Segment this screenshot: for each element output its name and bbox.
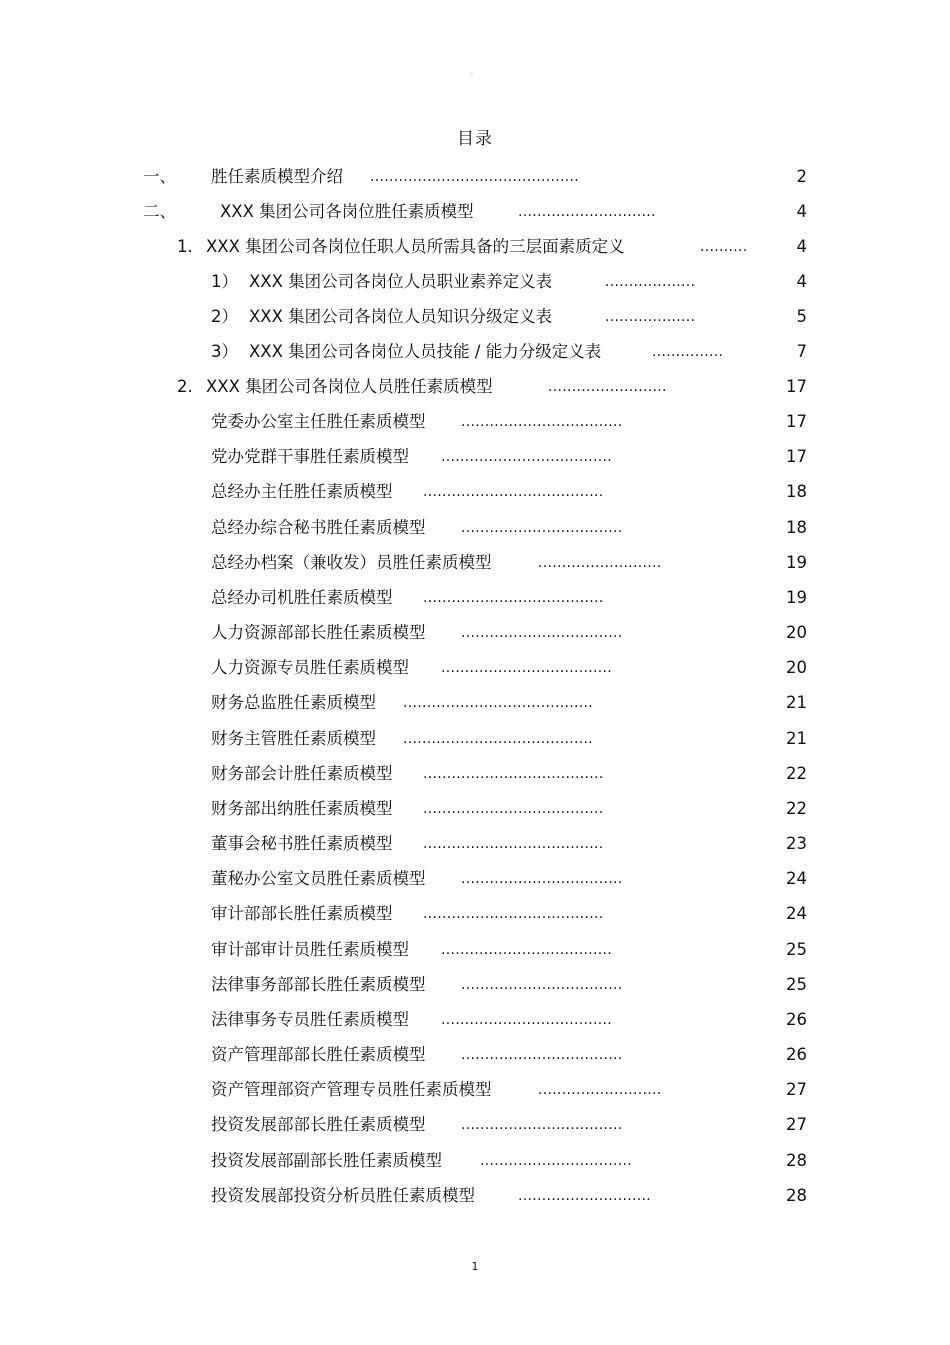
toc-entry[interactable] [0,374,950,400]
toc-entry[interactable] [0,479,950,505]
toc-leader-dots: .......................... [538,555,662,571]
toc-entry-page: 7 [796,342,807,361]
toc-entry[interactable] [0,1007,950,1033]
toc-leader-dots: .................................. [461,1117,623,1133]
toc-leader-dots: .................................. [461,414,623,430]
toc-leader-dots: ...................................... [423,484,604,500]
toc-leader-dots: ...................................... [423,766,604,782]
toc-leader-dots: ............................. [518,204,656,220]
toc-entry[interactable] [0,304,950,330]
toc-entry[interactable] [0,1148,950,1174]
toc-entry[interactable] [0,620,950,646]
toc-entry[interactable] [0,1042,950,1068]
toc-entry[interactable] [0,550,950,576]
toc-entry-page: 27 [786,1115,807,1134]
toc-leader-dots: .................................... [441,449,613,465]
toc-entry-page: 25 [786,940,807,959]
toc-entry-page: 21 [786,729,807,748]
toc-entry-page: 23 [786,834,807,853]
toc-entry-page: 22 [786,799,807,818]
toc-entry[interactable] [0,339,950,365]
toc-entry[interactable] [0,655,950,681]
toc-entry-label: 投资发展部副部长胜任素质模型 [211,1151,442,1170]
toc-entry-page: 26 [786,1045,807,1064]
toc-entry-label: XXX 集团公司各岗位人员职业素养定义表 [249,272,553,291]
toc-entry[interactable] [0,444,950,470]
toc-entry-label: 法律事务专员胜任素质模型 [211,1010,409,1029]
toc-entry-label: 董秘办公室文员胜任素质模型 [211,869,426,888]
toc-entry-number: 一、 [143,167,176,186]
toc-title: 目录 [457,129,493,149]
toc-entry-label: XXX 集团公司各岗位人员胜任素质模型 [206,377,493,396]
toc-leader-dots: ................... [605,274,696,290]
toc-entry-number: 二、 [143,202,176,221]
toc-entry-number: 2） [211,307,238,326]
toc-entry-label: 审计部审计员胜任素质模型 [211,940,409,959]
toc-entry-label: 财务主管胜任素质模型 [211,729,376,748]
toc-entry-page: 19 [786,553,807,572]
toc-entry[interactable] [0,1077,950,1103]
toc-entry-page: 27 [786,1080,807,1099]
toc-entry-label: 总经办司机胜任素质模型 [211,588,393,607]
toc-entry-label: 董事会秘书胜任素质模型 [211,834,393,853]
toc-entry-label: 审计部部长胜任素质模型 [211,904,393,923]
toc-entry[interactable] [0,761,950,787]
page-number: 1 [471,1260,479,1273]
toc-entry-page: 17 [786,377,807,396]
toc-entry-label: 人力资源部部长胜任素质模型 [211,623,426,642]
toc-entry[interactable] [0,269,950,295]
toc-leader-dots: ............................................ [370,169,580,185]
toc-leader-dots: .......................... [538,1082,662,1098]
toc-entry-label: 党办党群干事胜任素质模型 [211,447,409,466]
toc-entry-number: 1） [211,272,238,291]
toc-entry-page: 20 [786,658,807,677]
toc-entry[interactable] [0,585,950,611]
toc-leader-dots: ...................................... [423,590,604,606]
toc-leader-dots: ........................................ [403,731,594,747]
toc-entry-page: 17 [786,447,807,466]
toc-leader-dots: .................................. [461,520,623,536]
toc-entry-page: 28 [786,1151,807,1170]
toc-entry-page: 24 [786,904,807,923]
toc-entry-label: 人力资源专员胜任素质模型 [211,658,409,677]
toc-entry-label: 总经办综合秘书胜任素质模型 [211,518,426,537]
toc-leader-dots: .................................... [441,660,613,676]
toc-leader-dots: ................... [605,309,696,325]
toc-entry[interactable] [0,1112,950,1138]
toc-entry-page: 19 [786,588,807,607]
toc-entry[interactable] [0,1183,950,1209]
toc-entry-page: 17 [786,412,807,431]
toc-leader-dots: .................................. [461,977,623,993]
toc-entry-label: XXX 集团公司各岗位人员技能 / 能力分级定义表 [249,342,602,361]
toc-leader-dots: ...................................... [423,836,604,852]
toc-entry-page: 28 [786,1186,807,1205]
toc-entry-label: 总经办主任胜任素质模型 [211,482,393,501]
toc-entry[interactable] [0,690,950,716]
toc-leader-dots: .................................. [461,871,623,887]
toc-entry-number: 3） [211,342,238,361]
toc-leader-dots: .................................... [441,942,613,958]
toc-entry-page: 18 [786,518,807,537]
toc-entry-page: 4 [796,272,807,291]
toc-entry-label: 投资发展部投资分析员胜任素质模型 [211,1186,475,1205]
toc-entry-page: 2 [796,167,807,186]
toc-entry[interactable] [0,866,950,892]
toc-entry-page: 25 [786,975,807,994]
toc-entry[interactable] [0,796,950,822]
toc-entry-label: XXX 集团公司各岗位任职人员所需具备的三层面素质定义 [206,237,625,256]
toc-leader-dots: .................................... [441,1012,613,1028]
toc-entry-label: 总经办档案（兼收发）员胜任素质模型 [211,553,492,572]
toc-leader-dots: ................................ [480,1153,633,1169]
toc-entry-page: 22 [786,764,807,783]
toc-entry-label: 投资发展部部长胜任素质模型 [211,1115,426,1134]
toc-entry[interactable] [0,164,950,190]
toc-entry-label: 财务部出纳胜任素质模型 [211,799,393,818]
toc-entry[interactable] [0,409,950,435]
header-mark: ◦ [469,70,474,79]
toc-leader-dots: ........................................ [403,695,594,711]
toc-entry-label: 财务部会计胜任素质模型 [211,764,393,783]
toc-entry-number: 1. [177,237,193,256]
toc-entry-label: 财务总监胜任素质模型 [211,693,376,712]
toc-entry[interactable] [0,831,950,857]
toc-leader-dots: ......................... [548,379,667,395]
toc-entry-label: 党委办公室主任胜任素质模型 [211,412,426,431]
toc-entry-page: 4 [796,202,807,221]
toc-entry-page: 20 [786,623,807,642]
toc-entry-page: 5 [796,307,807,326]
toc-entry-page: 18 [786,482,807,501]
toc-entry-page: 26 [786,1010,807,1029]
toc-entry[interactable] [0,234,950,260]
toc-leader-dots: .......... [700,239,748,255]
toc-entry-label: 胜任素质模型介绍 [211,167,343,186]
toc-entry[interactable] [0,726,950,752]
toc-entry[interactable] [0,199,950,225]
toc-entry-number: 2. [177,377,193,396]
toc-entry-label: 资产管理部部长胜任素质模型 [211,1045,426,1064]
toc-leader-dots: ............................ [518,1188,652,1204]
toc-leader-dots: .................................. [461,625,623,641]
toc-leader-dots: ............... [652,344,724,360]
toc-leader-dots: ...................................... [423,906,604,922]
toc-entry-label: XXX 集团公司各岗位人员知识分级定义表 [249,307,553,326]
toc-entry[interactable] [0,937,950,963]
toc-entry-label: XXX 集团公司各岗位胜任素质模型 [220,202,474,221]
toc-entry-label: 资产管理部资产管理专员胜任素质模型 [211,1080,492,1099]
toc-entry-page: 4 [796,237,807,256]
toc-leader-dots: ...................................... [423,801,604,817]
toc-entry[interactable] [0,901,950,927]
toc-entry[interactable] [0,515,950,541]
toc-entry[interactable] [0,972,950,998]
toc-leader-dots: .................................. [461,1047,623,1063]
toc-entry-label: 法律事务部部长胜任素质模型 [211,975,426,994]
toc-entry-page: 24 [786,869,807,888]
toc-entry-page: 21 [786,693,807,712]
